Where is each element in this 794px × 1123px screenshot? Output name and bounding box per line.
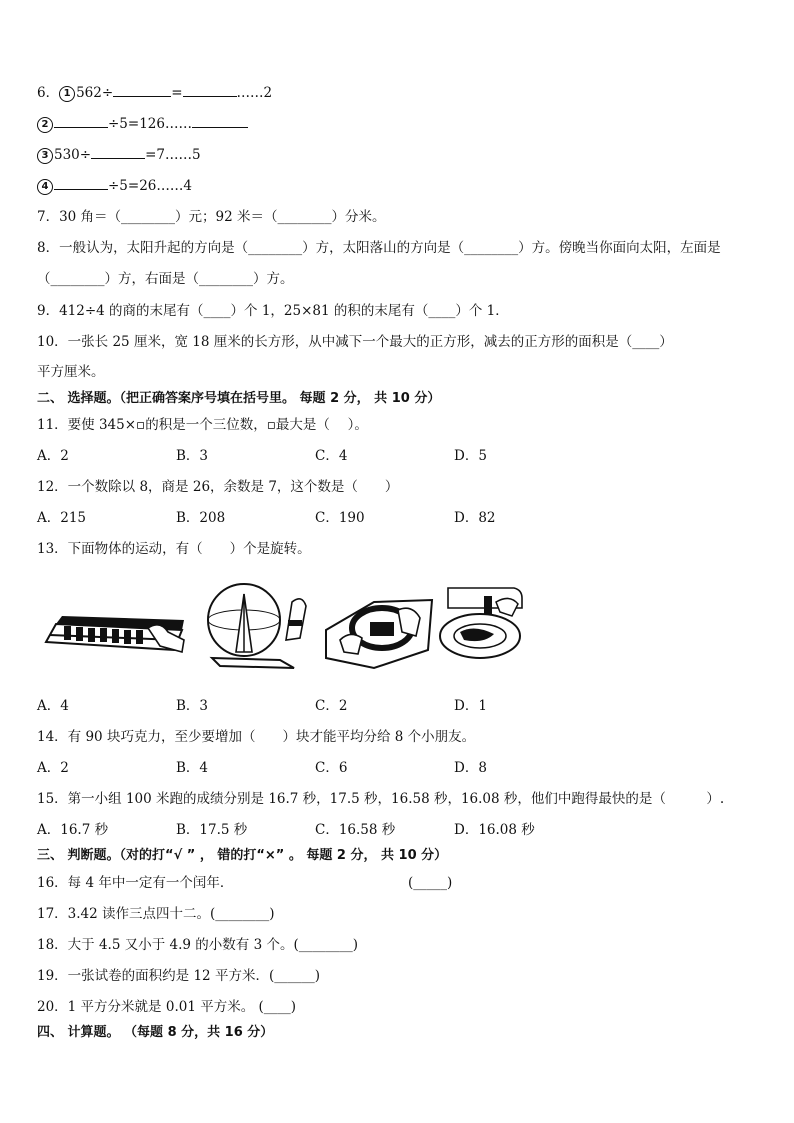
abacus-icon [46,616,184,652]
option-b[interactable]: B．208 [176,510,226,526]
option-b[interactable]: B．4 [176,760,209,776]
circled-number: 4 [37,179,53,195]
motion-pictures [44,580,524,672]
option-d[interactable]: D．1 [454,698,487,714]
option-c[interactable]: C．4 [315,448,348,464]
question-15: 15．第一小组 100 米跑的成绩分别是 16.7 秒，17.5 秒，16.58 秒，16.08 秒，他们中跑得最快的是（ ）. [37,791,725,807]
option-c[interactable]: C．16.58 秒 [315,822,396,838]
option-b[interactable]: B．3 [176,698,209,714]
blank[interactable] [54,115,108,128]
blank[interactable] [183,84,237,97]
q6-line-4: 4 ÷5=26……4 [37,177,192,195]
option-d[interactable]: D．16.08 秒 [454,822,535,838]
section-2-heading: 二、 选择题。（把正确答案序号填在括号里。 每题 2 分， 共 10 分） [37,391,441,406]
question-8-line-2: （________）方，右面是（________）方。 [37,271,294,287]
q16-answer-blank[interactable]: (_____) [408,875,453,891]
option-c[interactable]: C．190 [315,510,365,526]
question-18: 18．大于 4.5 又小于 4.9 的小数有 3 个。(________) [37,937,358,953]
question-10-line-2: 平方厘米。 [37,364,105,380]
question-8-line-1: 8．一般认为，太阳升起的方向是（________）方，太阳落山的方向是（________）方。傍晚当你面向太阳，左面是 [37,240,721,256]
steering-wheel-icon [326,600,432,668]
q14-options [37,759,757,777]
question-19: 19．一张试卷的面积约是 12 平方米．(______) [37,968,320,984]
q11-options [37,447,757,465]
question-20: 20．1 平方分米就是 0.01 平方米。 (____) [37,999,297,1015]
blank[interactable] [192,115,248,128]
blank[interactable] [54,177,108,190]
option-b[interactable]: B．3 [176,448,209,464]
question-7: 7．30 角＝（________）元；92 米＝（________）分米。 [37,209,386,225]
q6-line-1: 6． 1 562÷ = ……2 [37,85,273,101]
blank[interactable] [113,84,171,97]
section-3-heading: 三、 判断题。（对的打“√ ” ， 错的打“×” 。 每题 2 分， 共 10 分） [37,848,448,863]
option-a[interactable]: A．2 [37,760,69,776]
question-9: 9．412÷4 的商的末尾有（____）个 1，25×81 的积的末尾有（____）个 1． [37,303,509,319]
q12-options [37,509,757,527]
question-16: 16．每 4 年中一定有一个闰年． [37,875,234,891]
blank[interactable] [91,146,145,159]
option-a[interactable]: A．2 [37,448,69,464]
question-13: 13．下面物体的运动，有（ ）个是旋转。 [37,541,311,557]
option-b[interactable]: B．17.5 秒 [176,822,248,838]
option-d[interactable]: D．82 [454,510,496,526]
question-11: 11．要使 345×▫的积是一个三位数，▫最大是（ ）。 [37,417,368,433]
faucet-icon [440,588,522,658]
q13-options [37,697,757,715]
question-17: 17．3.42 读作三点四十二。(________) [37,906,275,922]
question-12: 12．一个数除以 8，商是 26，余数是 7，这个数是（ ） [37,479,399,495]
option-a[interactable]: A．4 [37,698,69,714]
globe-icon [208,584,306,668]
question-10-line-1: 10．一张长 25 厘米，宽 18 厘米的长方形，从中减下一个最大的正方形，减去的正方形的面积是（____） [37,334,673,350]
q15-options [37,821,757,839]
circled-number: 3 [37,148,53,164]
option-d[interactable]: D．5 [454,448,487,464]
option-a[interactable]: A．16.7 秒 [37,822,109,838]
option-c[interactable]: C．6 [315,760,348,776]
option-c[interactable]: C．2 [315,698,348,714]
section-4-heading: 四、 计算题。 （每题 8 分，共 16 分） [37,1025,274,1040]
q6-line-2: 2 ÷5=126…… [37,115,248,133]
circled-number: 1 [59,86,75,102]
circled-number: 2 [37,117,53,133]
option-d[interactable]: D．8 [454,760,487,776]
q6-line-3: 3 530÷ =7……5 [37,146,201,164]
question-14: 14．有 90 块巧克力，至少要增加（ ）块才能平均分给 8 个小朋友。 [37,729,476,745]
option-a[interactable]: A．215 [37,510,87,526]
